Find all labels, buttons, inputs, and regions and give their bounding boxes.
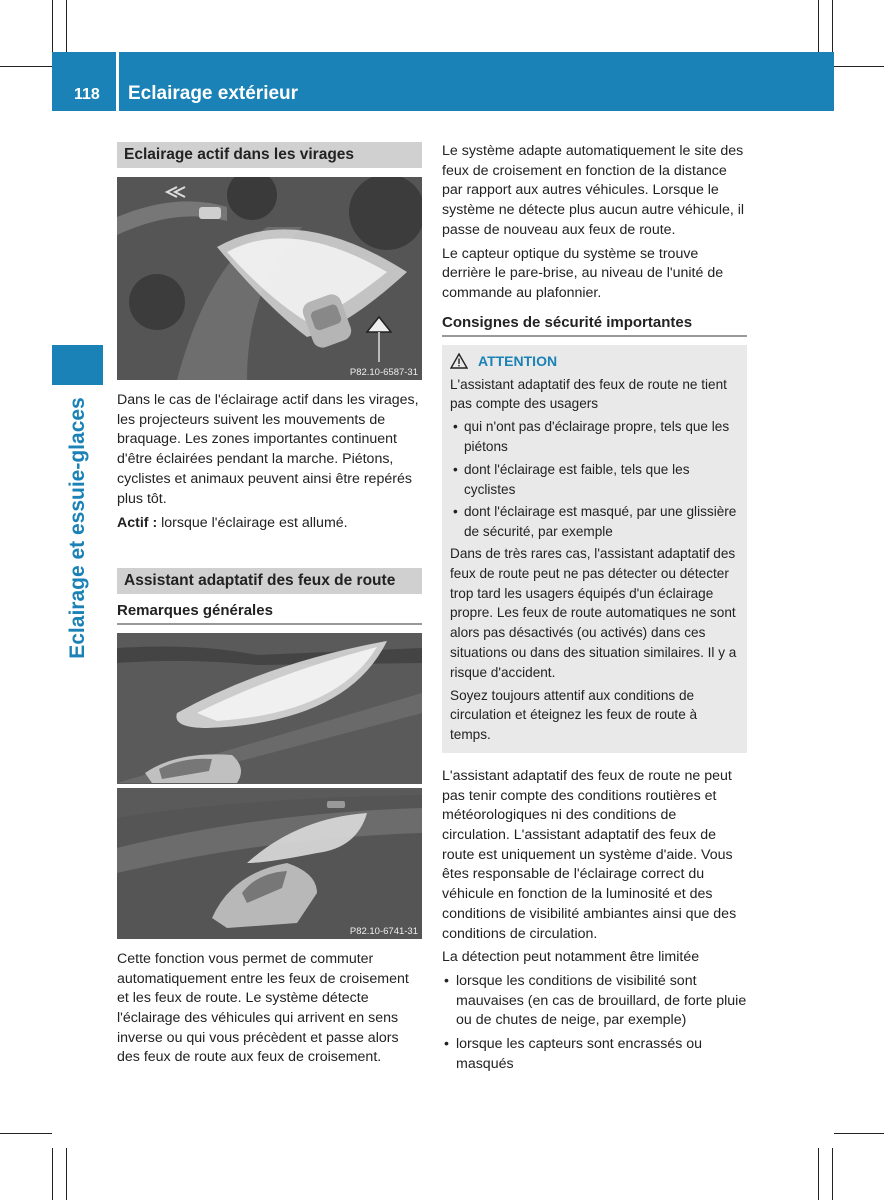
crop-mark xyxy=(66,1148,67,1200)
paragraph-active xyxy=(117,514,422,534)
warning-intro: L'assistant adaptatif des feux de route ne tient pas compte des usagers xyxy=(450,376,727,412)
crop-mark xyxy=(52,0,53,52)
crop-mark xyxy=(0,66,52,67)
warning-title-text: ATTENTION xyxy=(478,352,558,369)
side-tab-label: Eclairage et essuie-glaces xyxy=(66,397,89,659)
warning-title xyxy=(450,351,739,371)
crop-mark xyxy=(834,66,884,67)
adaptive-high-beam-illustration xyxy=(117,633,422,939)
paragraph: Le système adapte automatiquement le site des feux de croisement en fonction de la distance par rapport aux autres véhicules. Lorsque le système ne détecte plus aucun autre véhicule, il passe de nouveau aux feux de route. xyxy=(442,143,745,238)
warning-list-item: • dont l'éclairage est masqué, par une glissière de sécurité, par exemple xyxy=(450,502,739,542)
paragraph: Cette fonction vous permet de commuter automatiquement entre les feux de croisement et les feux de route. Le système détecte l'éclairage des véhicules qui arrivent en sens inverse ou qui vous précèdent et passe alors des feux de route aux feux de croisement. xyxy=(117,950,409,1066)
paragraph: L'assistant adaptatif des feux de route ne peut pas tenir compte des conditions routières et météorologiques ni des conditions de circulation. L'assistant adaptatif des feux de route est uniquement un système d'aide. Vous êtes responsable de l'éclairage correct du véhicule en fonction de la luminosité et des conditions de visibilité ambiantes ainsi que des conditions de circulation. xyxy=(442,767,737,942)
crop-mark xyxy=(0,1133,52,1134)
figure-code: P82.10-6741-31 xyxy=(349,925,418,937)
figure-cornering-light xyxy=(117,177,422,380)
crop-mark xyxy=(66,0,67,52)
warning-box xyxy=(442,345,747,753)
figure-adaptive-high-beam xyxy=(117,633,422,939)
crop-mark xyxy=(834,1133,884,1134)
detection-limit-list xyxy=(442,972,747,1075)
section-heading-active-cornering: Eclairage actif dans les virages xyxy=(117,142,422,168)
paragraph: Dans le cas de l'éclairage actif dans les virages, les projecteurs suivent les mouvements de braquage. Les zones importantes continuent d'être éclairées pendant la marche. Piétons, cyclistes et animaux peuvent ainsi être repérés plus tôt. xyxy=(117,392,419,507)
paragraph: Le capteur optique du système se trouve derrière le pare-brise, au niveau de l'unité de commande au plafonnier. xyxy=(442,245,724,301)
warning-list-item: • dont l'éclairage est faible, tels que les cyclistes xyxy=(450,460,739,500)
crop-mark xyxy=(818,0,819,52)
crop-mark xyxy=(818,1148,819,1200)
list-item: • lorsque les capteurs sont encrassés ou masqués xyxy=(442,1035,747,1074)
warning-list-item: • qui n'ont pas d'éclairage propre, tels que les piétons xyxy=(450,417,739,457)
sub-heading-general-notes: Remarques générales xyxy=(117,602,422,625)
warning-paragraph: Soyez toujours attentif aux conditions de circulation et éteignez les feux de route à temps. xyxy=(450,687,698,743)
section-heading-adaptive-high-beam: Assistant adaptatif des feux de route xyxy=(117,568,422,594)
active-text: lorsque l'éclairage est allumé. xyxy=(157,515,348,532)
warning-triangle-icon xyxy=(450,353,468,369)
warning-list xyxy=(450,417,739,542)
crop-mark xyxy=(832,1148,833,1200)
crop-mark xyxy=(832,0,833,52)
crop-mark xyxy=(52,1148,53,1200)
page-title: Eclairage extérieur xyxy=(128,83,299,104)
paragraph: La détection peut notamment être limitée xyxy=(442,949,700,966)
warning-paragraph: Dans de très rares cas, l'assistant adaptatif des feux de route peut ne pas détecter ou détecter trop tard les usagers équipés d'un éclairage propre. Les feux de route automatiques ne sont alors pas désactivés (ou activés) dans ces situations ou dans des situation similaires. Il y a risque d'accident. xyxy=(450,546,737,680)
sub-heading-safety: Consignes de sécurité importantes xyxy=(442,314,747,337)
cornering-light-illustration xyxy=(117,177,422,380)
left-column xyxy=(117,142,422,1068)
active-label: Actif : xyxy=(117,515,158,532)
right-column xyxy=(442,142,747,1075)
header-divider xyxy=(116,52,119,111)
figure-code: P82.10-6587-31 xyxy=(349,367,418,378)
page-number: 118 xyxy=(74,86,100,103)
list-item: • lorsque les conditions de visibilité sont mauvaises (en cas de brouillard, de forte pluie ou de chutes de neige, par exemple) xyxy=(442,972,747,1031)
